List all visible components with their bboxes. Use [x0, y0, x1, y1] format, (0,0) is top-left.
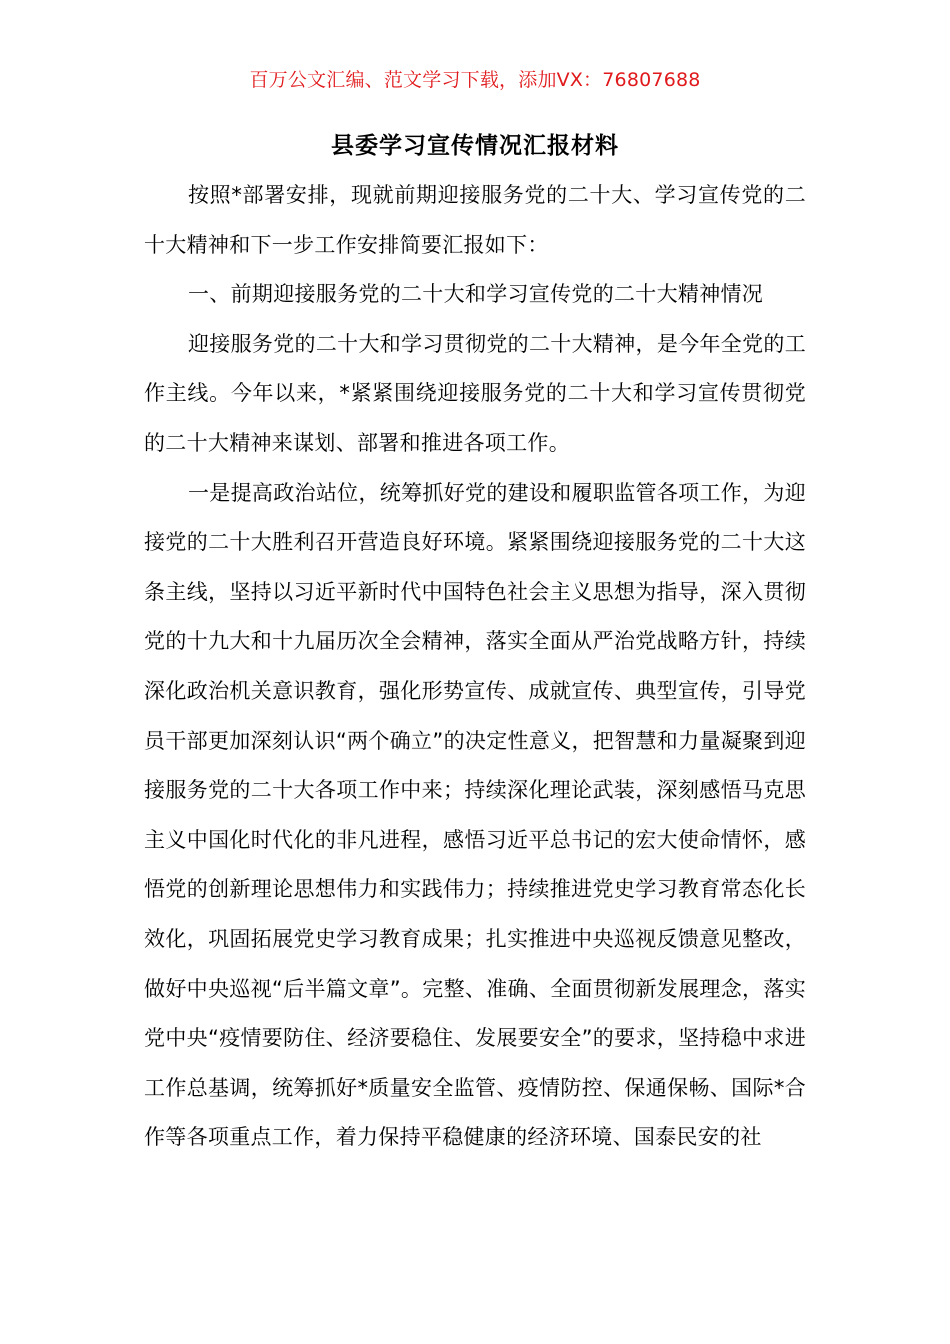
paragraph-point-1: 一是提高政治站位，统筹抓好党的建设和履职监管各项工作，为迎接党的二十大胜利召开营造良好环境。紧紧围绕迎接服务党的二十大这条主线，坚持以习近平新时代中国特色社会主义思想为指导，深入贯彻党的十九大和十九届历次全会精神，落实全面从严治党战略方针，持续深化政治机关意识教育，强化形势宣传、成就宣传、典型宣传，引导党员干部更加深刻认识“两个确立”的决定性意义，把智慧和力量凝聚到迎接服务党的二十大各项工作中来；持续深化理论武装，深刻感悟马克思主义中国化时代化的非凡进程，感悟习近平总书记的宏大使命情怀，感悟党的创新理论思想伟力和实践伟力；持续推进党史学习教育常态化长效化，巩固拓展党史学习教育成果；扎实推进中央巡视反馈意见整改，做好中央巡视“后半篇文章”。完整、准确、全面贯彻新发展理念，落实党中央“疫情要防住、经济要稳住、发展要安全”的要求，坚持稳中求进工作总基调，统筹抓好*质量安全监管、疫情防控、保通保畅、国际*合作等各项重点工作，着力保持平稳健康的经济环境、国泰民安的社 — [144, 480, 806, 1150]
paragraph-intro: 按照*部署安排，现就前期迎接服务党的二十大、学习宣传党的二十大精神和下一步工作安排简要汇报如下： — [144, 183, 806, 257]
paragraph-mainline: 迎接服务党的二十大和学习贯彻党的二十大精神，是今年全党的工作主线。今年以来，*紧紧围绕迎接服务党的二十大和学习宣传贯彻党的二十大精神来谋划、部署和推进各项工作。 — [144, 331, 806, 455]
section-heading-1: 一、前期迎接服务党的二十大和学习宣传党的二十大精神情况 — [188, 282, 764, 307]
header-promo-note: 百万公文汇编、范文学习下载，添加VX：76807688 — [249, 69, 701, 91]
document-body — [144, 171, 806, 1163]
document-title: 县委学习宣传情况汇报材料 — [331, 133, 619, 159]
